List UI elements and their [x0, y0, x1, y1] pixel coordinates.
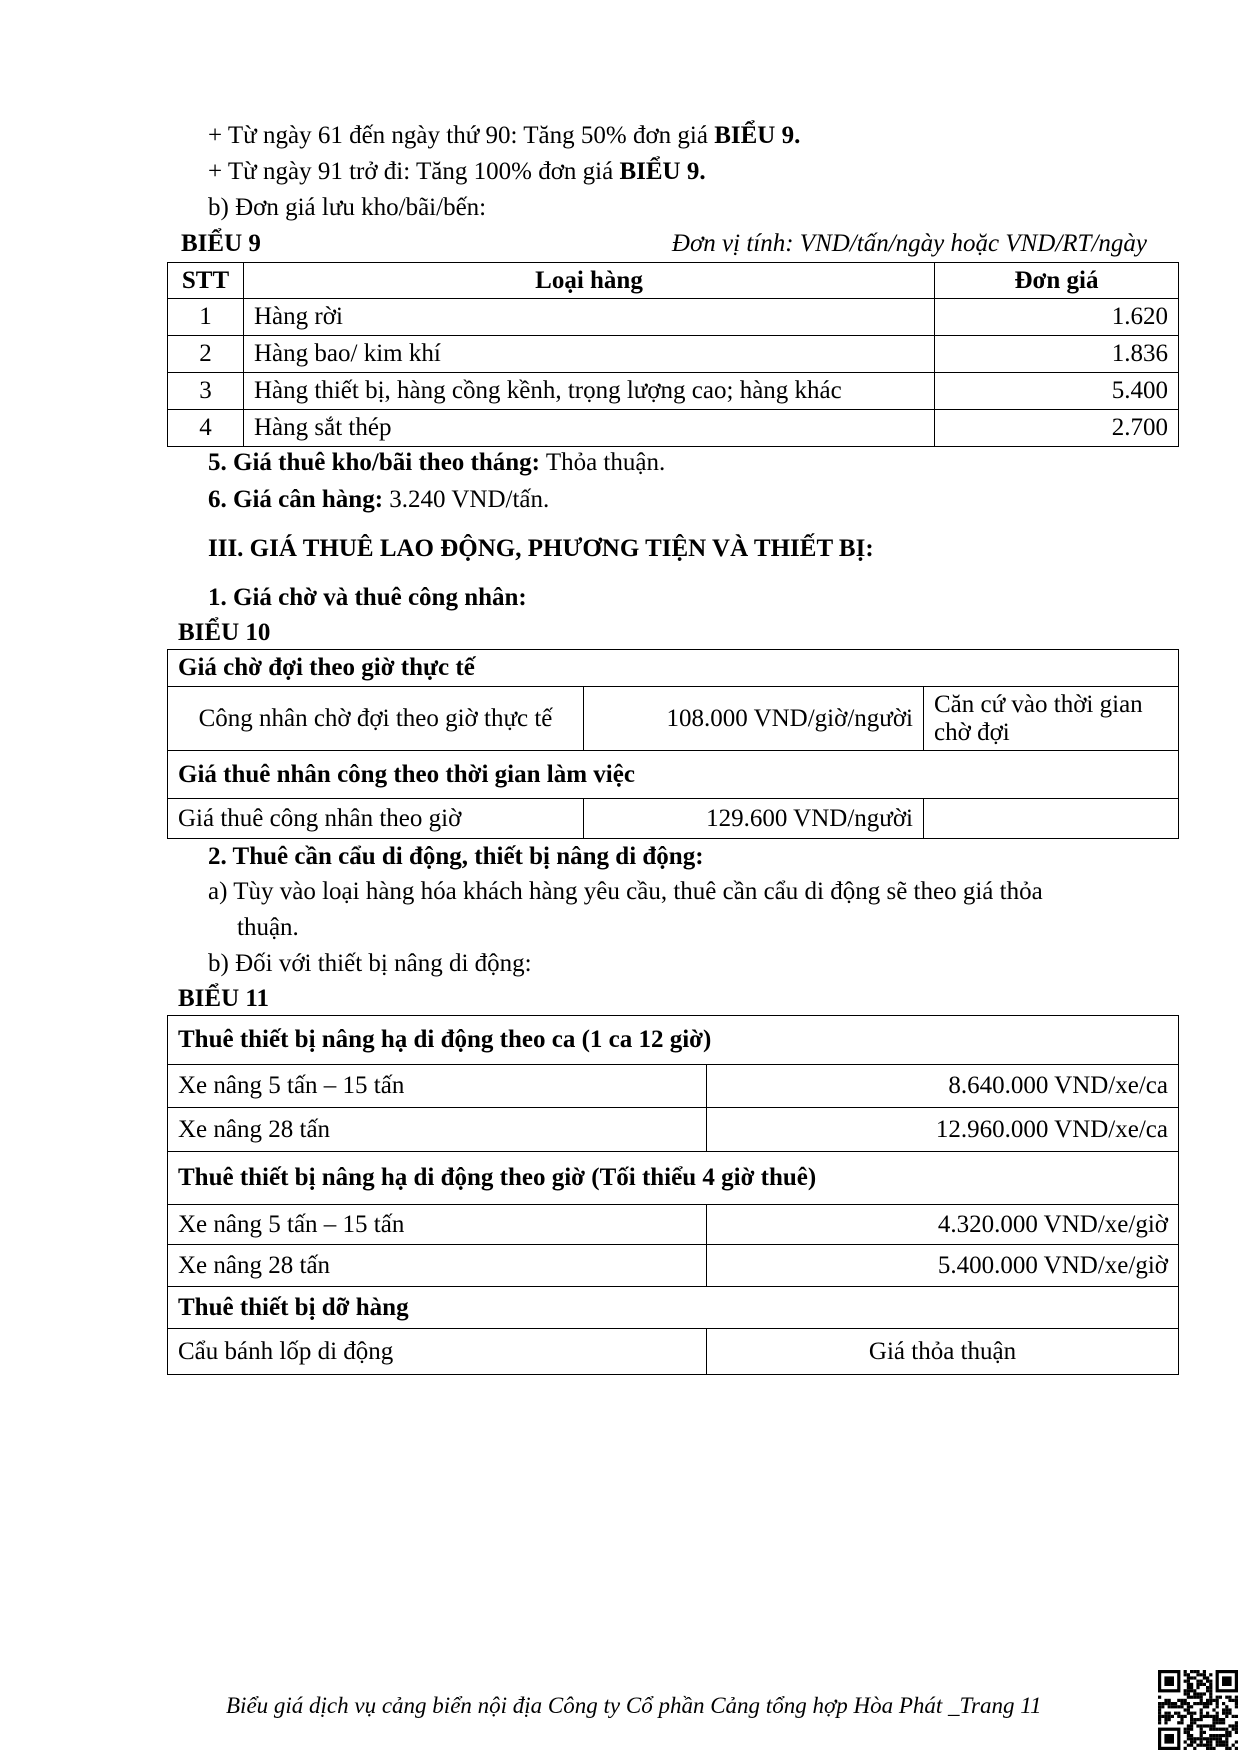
cell: Thuê thiết bị nâng hạ di động theo ca (1 ca 12 giờ) — [168, 1016, 1179, 1065]
table-title: BIỂU 9 — [181, 230, 261, 257]
table-row — [168, 1065, 1179, 1108]
section-heading: III. GIÁ THUÊ LAO ĐỘNG, PHƯƠNG TIỆN VÀ THIẾT BỊ: — [208, 535, 874, 562]
table-row — [168, 1329, 1179, 1375]
page-footer: Biểu giá dịch vụ cảng biển nội địa Công ty Cổ phần Cảng tổng hợp Hòa Phát _Trang 11 — [226, 1693, 1042, 1718]
group-header — [168, 650, 1179, 687]
group-header — [168, 1287, 1179, 1329]
group-header — [168, 1016, 1179, 1065]
text: BIỂU 9. — [619, 158, 706, 185]
paragraph — [208, 485, 549, 515]
table-row — [168, 799, 1179, 839]
cell: 2.700 — [935, 410, 1179, 447]
cell: 4 — [168, 410, 244, 447]
bieu11-table — [167, 1015, 1179, 1375]
cell: 5.400 — [935, 373, 1179, 410]
bullet-line — [208, 157, 706, 187]
table-row — [168, 373, 1179, 410]
paragraph: a) Tùy vào loại hàng hóa khách hàng yêu cầu, thuê cần cẩu di động sẽ theo giá thỏa — [208, 878, 1043, 905]
header-cell: STT — [168, 263, 244, 299]
unit-label: Đơn vị tính: VND/tấn/ngày hoặc VND/RT/ngày — [671, 230, 1147, 257]
cell: Thuê thiết bị dỡ hàng — [168, 1287, 1179, 1329]
cell — [924, 799, 1179, 839]
cell: Hàng rời — [244, 299, 935, 336]
cell: Xe nâng 5 tấn – 15 tấn — [168, 1205, 707, 1245]
bullet-line — [208, 121, 800, 151]
table-row — [168, 1245, 1179, 1287]
cell: Cẩu bánh lốp di động — [168, 1329, 707, 1375]
cell: Xe nâng 5 tấn – 15 tấn — [168, 1065, 707, 1108]
cell: Công nhân chờ đợi theo giờ thực tế — [168, 687, 584, 751]
cell: Xe nâng 28 tấn — [168, 1108, 707, 1152]
text: 6. Giá cân hàng: — [208, 486, 384, 513]
text: BIỂU 9. — [714, 122, 801, 149]
paragraph: thuận. — [237, 914, 299, 941]
group-header — [168, 751, 1179, 799]
cell: Giá chờ đợi theo giờ thực tế — [168, 650, 1179, 687]
cell: Giá thuê công nhân theo giờ — [168, 799, 584, 839]
cell: 1 — [168, 299, 244, 336]
table-row — [168, 687, 1179, 751]
cell: 3 — [168, 373, 244, 410]
cell: 8.640.000 VND/xe/ca — [707, 1065, 1179, 1108]
cell: Giá thỏa thuận — [707, 1329, 1179, 1375]
cell: Hàng sắt thép — [244, 410, 935, 447]
cell: 2 — [168, 336, 244, 373]
table-row — [168, 299, 1179, 336]
table-row — [168, 1108, 1179, 1152]
header-cell: Đơn giá — [935, 263, 1179, 299]
cell: Căn cứ vào thời gian chờ đợi — [924, 687, 1179, 751]
header-cell: Loại hàng — [244, 263, 935, 299]
cell: 4.320.000 VND/xe/giờ — [707, 1205, 1179, 1245]
cell: 129.600 VND/người — [584, 799, 924, 839]
subsection-heading: 2. Thuê cần cẩu di động, thiết bị nâng di động: — [208, 843, 704, 870]
text: 3.240 VND/tấn. — [383, 486, 550, 513]
table-title: BIỂU 10 — [178, 619, 271, 646]
cell: 5.400.000 VND/xe/giờ — [707, 1245, 1179, 1287]
bieu10-table — [167, 649, 1179, 839]
cell: Xe nâng 28 tấn — [168, 1245, 707, 1287]
paragraph: b) Đối với thiết bị nâng di động: — [208, 950, 532, 977]
qr-code-icon — [1158, 1670, 1238, 1750]
text: 5. Giá thuê kho/bãi theo tháng: — [208, 449, 541, 476]
text: + Từ ngày 91 trở đi: Tăng 100% đơn giá — [208, 158, 620, 185]
cell: 12.960.000 VND/xe/ca — [707, 1108, 1179, 1152]
cell: Hàng thiết bị, hàng cồng kềnh, trọng lượng cao; hàng khác — [244, 373, 935, 410]
paragraph: b) Đơn giá lưu kho/bãi/bến: — [208, 194, 487, 221]
subsection-heading: 1. Giá chờ và thuê công nhân: — [208, 584, 527, 611]
text: + Từ ngày 61 đến ngày thứ 90: Tăng 50% đơn giá — [208, 122, 715, 149]
paragraph — [208, 448, 665, 478]
table-title: BIỂU 11 — [178, 985, 270, 1012]
table-header — [168, 263, 1179, 299]
table-row — [168, 410, 1179, 447]
group-header — [168, 1152, 1179, 1205]
cell: 1.620 — [935, 299, 1179, 336]
cell: Hàng bao/ kim khí — [244, 336, 935, 373]
cell: 1.836 — [935, 336, 1179, 373]
cell: 108.000 VND/giờ/người — [584, 687, 924, 751]
cell: Thuê thiết bị nâng hạ di động theo giờ (Tối thiểu 4 giờ thuê) — [168, 1152, 1179, 1205]
bieu9-table — [167, 262, 1179, 447]
table-row — [168, 1205, 1179, 1245]
text: Thỏa thuận. — [540, 449, 666, 476]
table-row — [168, 336, 1179, 373]
cell: Giá thuê nhân công theo thời gian làm việc — [168, 751, 1179, 799]
